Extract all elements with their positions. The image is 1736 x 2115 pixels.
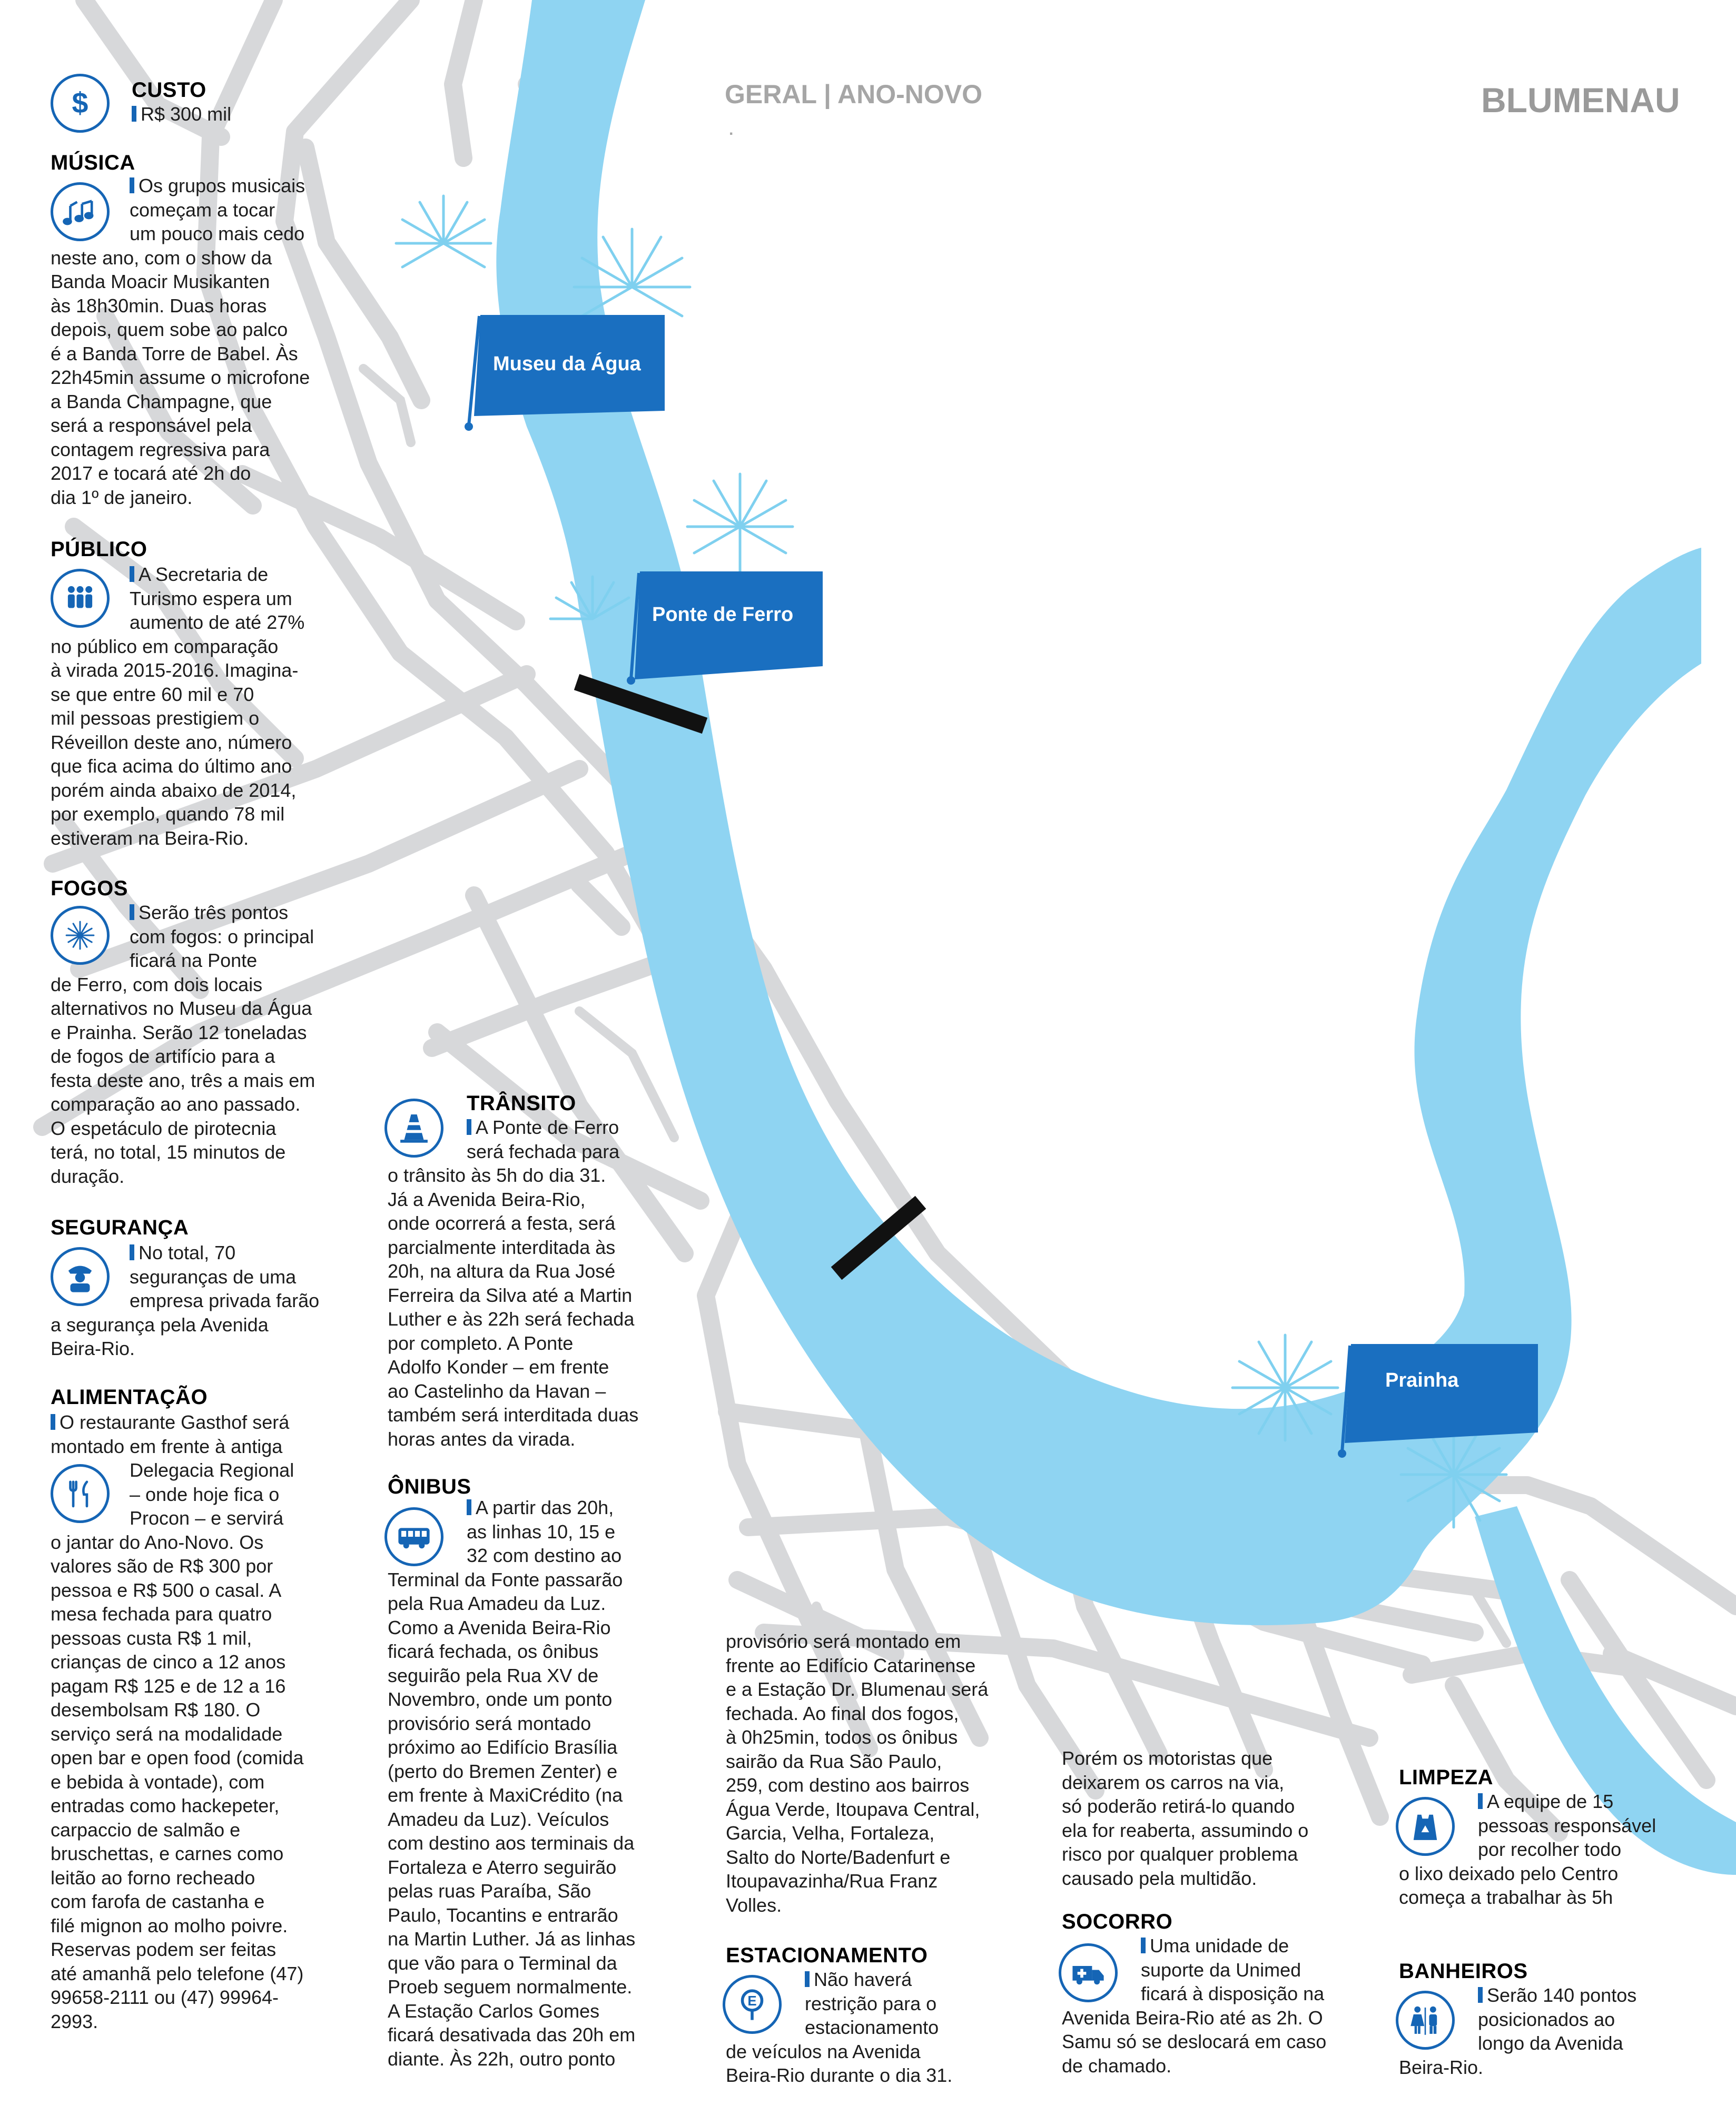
alimentacao-line: filé mignon ao molho poivre. — [51, 1914, 288, 1936]
transito-line: 20h, na altura da Rua José — [388, 1260, 616, 1282]
onibus-cont-line: e a Estação Dr. Blumenau será — [726, 1678, 989, 1700]
onibus-cont-line: Itoupavazinha/Rua Franz — [726, 1870, 938, 1892]
onibus-line: Como a Avenida Beira-Rio — [388, 1616, 611, 1638]
fogos-line: de fogos de artifício para a — [51, 1045, 275, 1067]
onibus-line: Fortaleza e Aterro seguirão — [388, 1856, 617, 1878]
onibus-cont-line: provisório será montado em — [726, 1630, 961, 1652]
fogos-line: duração. — [51, 1165, 125, 1187]
limpeza-line: o lixo deixado pelo Centro — [1399, 1862, 1619, 1884]
alimentacao-line: entradas como hackepeter, — [51, 1795, 280, 1816]
fogos-body — [51, 901, 356, 1188]
onibus-line: ficará fechada, os ônibus — [388, 1640, 599, 1662]
onibus-line: na Martin Luther. Já as linhas — [388, 1928, 636, 1950]
socorro-body — [1062, 1934, 1378, 2078]
onibus-line: Paulo, Tocantins e entrarão — [388, 1904, 618, 1926]
transito-line: o trânsito às 5h do dia 31. — [388, 1164, 606, 1186]
estacionamento-body — [726, 1968, 1021, 2088]
alimentacao-line: 2993. — [51, 2010, 98, 2032]
limpeza-line: pessoas responsável — [1478, 1814, 1656, 1836]
publico-line: se que entre 60 mil e 70 — [51, 683, 254, 705]
publico-line: aumento de até 27% — [130, 611, 305, 633]
onibus-continued-body — [726, 1629, 1042, 1917]
musica-line: contagem regressiva para — [51, 438, 270, 460]
onibus-line: que vão para o Terminal da — [388, 1952, 617, 1974]
musica-line: Banda Moacir Musikanten — [51, 271, 270, 292]
seguranca-section — [51, 1215, 189, 1240]
estac-cont-line: risco por qualquer problema — [1062, 1843, 1298, 1865]
estacionamento-line: estacionamento — [805, 2017, 939, 2038]
seguranca-line: a segurança pela Avenida — [51, 1313, 269, 1336]
onibus-line: Terminal da Fonte passarão — [388, 1568, 623, 1590]
fogos-line: ficará na Ponte — [130, 950, 258, 971]
onibus-line: Amadeu da Luz). Veículos — [388, 1808, 609, 1830]
city-title: BLUMENAU — [1481, 81, 1680, 120]
onibus-line: A Estação Carlos Gomes — [388, 2000, 600, 2022]
transito-line: Ferreira da Silva até a Martin — [388, 1284, 633, 1306]
onibus-cont-line: 259, com destino aos bairros — [726, 1774, 970, 1796]
publico-line: por exemplo, quando 78 mil — [51, 803, 285, 825]
onibus-line: Novembro, onde um ponto — [388, 1688, 613, 1710]
musica-line: começam a tocar — [130, 199, 275, 221]
seguranca-body — [51, 1241, 356, 1361]
publico-title: PÚBLICO — [51, 538, 147, 561]
alimentacao-line: desembolsam R$ 180. O — [51, 1699, 261, 1721]
transito-line: ao Castelinho da Havan – — [388, 1380, 606, 1402]
banheiros-line: Beira-Rio. — [1399, 2056, 1484, 2078]
musica-section — [51, 151, 135, 175]
onibus-line: Proeb seguem normalmente. — [388, 1976, 633, 1998]
transito-title: TRÂNSITO — [467, 1092, 576, 1115]
alimentacao-section — [51, 1385, 208, 1409]
estacionamento-line: de veículos na Avenida — [726, 2040, 921, 2062]
fogos-line: com fogos: o principal — [130, 925, 314, 947]
alimentacao-line: até amanhã pelo telefone (47) — [51, 1962, 304, 1984]
limpeza-body — [1399, 1790, 1715, 1910]
socorro-line: Samu só se deslocará em caso — [1062, 2031, 1327, 2052]
alimentacao-line: – onde hoje fica o — [130, 1483, 280, 1505]
onibus-cont-line: frente ao Edifício Catarinense — [726, 1654, 976, 1676]
limpeza-title: LIMPEZA — [1399, 1766, 1494, 1789]
alimentacao-line: Reservas podem ser feitas — [51, 1939, 277, 1960]
estac-cont-line: deixarem os carros na via, — [1062, 1771, 1285, 1793]
svg-text:$: $ — [72, 86, 88, 120]
onibus-line: pelas ruas Paraíba, São — [388, 1880, 591, 1902]
banheiros-line: longo da Avenida — [1478, 2032, 1623, 2054]
socorro-line: ficará à disposição na — [1141, 1983, 1325, 2004]
alimentacao-line: carpaccio de salmão e — [51, 1818, 241, 1841]
transito-line: A Ponte de Ferro — [476, 1116, 619, 1138]
museu-da-agua-label: Museu da Água — [493, 353, 641, 375]
musica-line: às 18h30min. Duas horas — [51, 294, 267, 317]
estacionamento-title: ESTACIONAMENTO — [726, 1944, 928, 1967]
publico-line: que fica acima do último ano — [51, 755, 292, 777]
onibus-line: com destino aos terminais da — [388, 1832, 635, 1854]
musica-line: será a responsável pela — [51, 414, 252, 436]
socorro-line: de chamado. — [1062, 2054, 1172, 2077]
publico-line: porém ainda abaixo de 2014, — [51, 779, 297, 801]
alimentacao-line: 99658-2111 ou (47) 99964- — [51, 1986, 279, 2008]
alimentacao-line: Procon – e servirá — [130, 1507, 284, 1529]
alimentacao-line: Delegacia Regional — [130, 1459, 294, 1481]
socorro-line: Uma unidade de — [1150, 1935, 1289, 1956]
fogos-section — [51, 876, 128, 901]
custo-title: CUSTO — [132, 78, 206, 102]
onibus-cont-line: Garcia, Velha, Fortaleza, — [726, 1822, 935, 1844]
onibus-line: seguirão pela Rua XV de — [388, 1664, 599, 1686]
estac-cont-line: ela for reaberta, assumindo o — [1062, 1819, 1309, 1841]
onibus-cont-line: sairão da Rua São Paulo, — [726, 1750, 942, 1772]
fogos-line: festa deste ano, três a mais em — [51, 1069, 315, 1091]
seguranca-line: seguranças de uma — [130, 1266, 297, 1288]
musica-line: é a Banda Torre de Babel. Às — [51, 342, 298, 364]
estacionamento-continued-body — [1062, 1746, 1378, 1890]
alimentacao-line: crianças de cinco a 12 anos — [51, 1651, 286, 1673]
seguranca-line: empresa privada farão — [130, 1290, 320, 1311]
seguranca-line: Beira-Rio. — [51, 1338, 135, 1359]
musica-line: dia 1º de janeiro. — [51, 486, 193, 508]
banheiros-section — [1399, 1959, 1528, 1983]
alimentacao-line: pessoa e R$ 500 o casal. A — [51, 1579, 282, 1601]
onibus-line: ficará desativada das 20h em — [388, 2024, 636, 2045]
onibus-cont-line: fechada. Ao final dos fogos, — [726, 1702, 959, 1724]
publico-line: A Secretaria de — [139, 564, 269, 585]
alimentacao-line: com farofa de castanha e — [51, 1891, 265, 1912]
flag-ponte-de-ferro — [627, 571, 823, 685]
alimentacao-line: o jantar do Ano-Novo. Os — [51, 1531, 264, 1553]
onibus-title: ÔNIBUS — [388, 1475, 471, 1498]
custo-text: R$ 300 mil — [132, 102, 231, 126]
estac-cont-line: causado pela multidão. — [1062, 1867, 1257, 1889]
estacionamento-line: Beira-Rio durante o dia 31. — [726, 2064, 953, 2086]
header-dot: . — [729, 121, 734, 139]
socorro-line: suporte da Unimed — [1141, 1959, 1301, 1981]
publico-line: mil pessoas prestigiem o — [51, 707, 260, 729]
limpeza-section — [1399, 1765, 1493, 1790]
alimentacao-line: valores são de R$ 300 por — [51, 1555, 273, 1577]
onibus-cont-line: à 0h25min, todos os ônibus — [726, 1726, 958, 1748]
onibus-line: as linhas 10, 15 e — [467, 1520, 616, 1543]
alimentacao-line: mesa fechada para quatro — [51, 1603, 272, 1625]
alimentacao-line: e bebida à vontade), com — [51, 1771, 265, 1793]
alimentacao-line: serviço será na modalidade — [51, 1723, 283, 1745]
socorro-section — [1062, 1910, 1172, 1934]
transito-line: será fechada para — [467, 1140, 620, 1162]
publico-line: Réveillon deste ano, número — [51, 731, 292, 753]
seguranca-line: No total, 70 — [139, 1242, 236, 1263]
banheiros-body — [1399, 1983, 1715, 2079]
publico-body — [51, 562, 346, 850]
banheiros-title: BANHEIROS — [1399, 1960, 1528, 1983]
musica-body — [51, 174, 346, 509]
publico-section — [51, 537, 147, 561]
alimentacao-line: montado em frente à antiga — [51, 1435, 283, 1457]
section-header: GERAL | ANO-NOVO — [725, 80, 983, 109]
onibus-cont-line: Volles. — [726, 1894, 782, 1916]
banheiros-line: Serão 140 pontos — [1487, 1984, 1637, 2006]
onibus-body — [388, 1496, 693, 2071]
custo-section — [132, 78, 231, 126]
transito-line: Já a Avenida Beira-Rio, — [388, 1188, 586, 1210]
transito-line: por completo. A Ponte — [388, 1332, 574, 1354]
estac-cont-line: só poderão retirá-lo quando — [1062, 1795, 1295, 1817]
fogos-line: comparação ao ano passado. — [51, 1093, 301, 1115]
dollar-icon — [51, 74, 110, 133]
onibus-line: pela Rua Amadeu da Luz. — [388, 1593, 606, 1614]
limpeza-line: por recolher todo — [1478, 1839, 1622, 1860]
musica-line: 2017 e tocará até 2h do — [51, 462, 251, 484]
alimentacao-line: bruschettas, e carnes como — [51, 1843, 284, 1864]
transito-body — [388, 1115, 693, 1451]
banheiros-line: posicionados ao — [1478, 2008, 1615, 2030]
musica-title: MÚSICA — [51, 151, 135, 174]
fogos-line: e Prainha. Serão 12 toneladas — [51, 1021, 307, 1043]
onibus-line: (perto do Bremen Zenter) e — [388, 1760, 618, 1782]
fogos-title: FOGOS — [51, 877, 128, 900]
alimentacao-title: ALIMENTAÇÃO — [51, 1386, 208, 1409]
alimentacao-body — [51, 1410, 356, 2033]
transito-line: onde ocorrerá a festa, será — [388, 1212, 616, 1234]
publico-line: à virada 2015-2016. Imagina- — [51, 659, 299, 681]
publico-line: no público em comparação — [51, 635, 279, 657]
limpeza-line: começa a trabalhar às 5h — [1399, 1886, 1613, 1908]
onibus-line: em frente à MaxiCrédito (na — [388, 1784, 623, 1806]
musica-line: a Banda Champagne, que — [51, 390, 272, 412]
transito-section — [467, 1091, 576, 1115]
transito-line: parcialmente interditada às — [388, 1236, 616, 1258]
alimentacao-line: O restaurante Gasthof será — [60, 1411, 290, 1433]
transito-line: Adolfo Konder – em frente — [388, 1356, 609, 1378]
publico-line: estiveram na Beira-Rio. — [51, 827, 249, 849]
estac-cont-line: Porém os motoristas que — [1062, 1747, 1273, 1769]
svg-text:E: E — [747, 1993, 757, 2009]
onibus-line: 32 com destino ao — [467, 1545, 622, 1566]
transito-line: também será interditada duas — [388, 1404, 639, 1426]
onibus-line: diante. Às 22h, outro ponto — [388, 2048, 616, 2070]
onibus-cont-line: Água Verde, Itoupava Central, — [726, 1798, 980, 1820]
transito-line: horas antes da virada. — [388, 1428, 576, 1450]
fogos-line: de Ferro, com dois locais — [51, 973, 263, 995]
fogos-line: alternativos no Museu da Água — [51, 997, 312, 1019]
alimentacao-line: pagam R$ 125 e de 12 a 16 — [51, 1675, 286, 1697]
publico-line: Turismo espera um — [130, 587, 292, 609]
alimentacao-line: pessoas custa R$ 1 mil, — [51, 1627, 252, 1649]
musica-line: um pouco mais cedo — [130, 223, 305, 244]
onibus-line: provisório será montado — [388, 1712, 591, 1734]
estacionamento-section — [726, 1943, 928, 1968]
fogos-line: terá, no total, 15 minutos de — [51, 1141, 286, 1163]
seguranca-title: SEGURANÇA — [51, 1216, 189, 1239]
musica-line: Os grupos musicais — [139, 175, 305, 196]
onibus-cont-line: Salto do Norte/Badenfurt e — [726, 1846, 951, 1868]
ponte-de-ferro-label: Ponte de Ferro — [652, 604, 794, 626]
musica-line: 22h45min assume o microfone — [51, 367, 310, 388]
fogos-line: Serão três pontos — [139, 902, 289, 923]
onibus-line: A partir das 20h, — [476, 1497, 614, 1518]
onibus-line: próximo ao Edifício Brasília — [388, 1736, 618, 1758]
musica-line: neste ano, com o show da — [51, 246, 272, 269]
musica-line: depois, quem sobe ao palco — [51, 319, 288, 340]
estacionamento-line: restrição para o — [805, 1992, 937, 2014]
prainha-label: Prainha — [1385, 1369, 1459, 1391]
socorro-line: Avenida Beira-Rio até as 2h. O — [1062, 2007, 1323, 2029]
alimentacao-line: open bar e open food (comida — [51, 1747, 304, 1768]
estacionamento-line: Não haverá — [814, 1969, 912, 1990]
limpeza-line: A equipe de 15 — [1487, 1791, 1614, 1812]
socorro-title: SOCORRO — [1062, 1910, 1173, 1933]
fogos-line: O espetáculo de pirotecnia — [51, 1117, 277, 1139]
alimentacao-line: leitão ao forno recheado — [51, 1866, 255, 1889]
transito-line: Luther e às 22h será fechada — [388, 1308, 635, 1330]
